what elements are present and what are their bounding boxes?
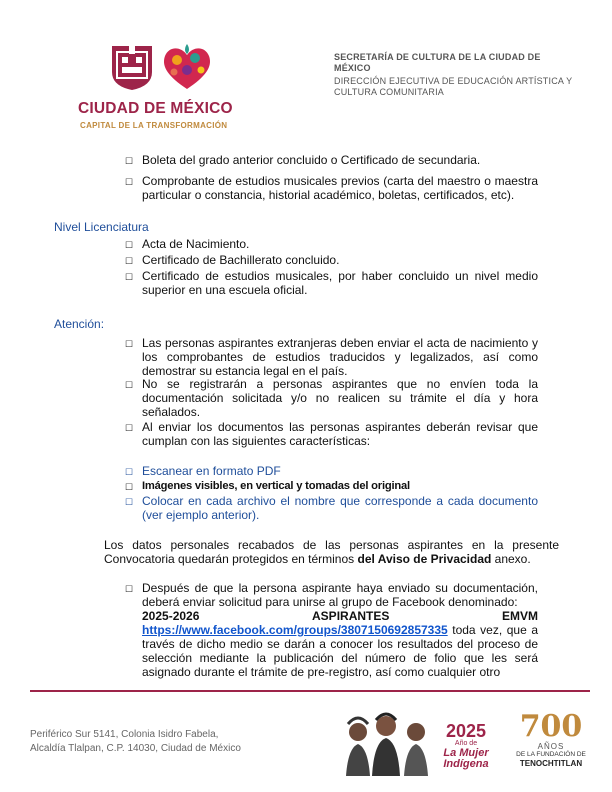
section-heading-licenciatura: Nivel Licenciatura <box>54 220 149 234</box>
list-item: Acta de Nacimiento. <box>142 237 250 251</box>
tenochtitlan-anniversary-emblem: 700 AÑOS DE LA FUNDACIÓN DE TENOCHTITLAN <box>508 712 594 768</box>
list-item: Comprobante de estudios musicales previos (carta del maestro o maestra particular o constancia, historial académico, boletas, certificados, etc). <box>142 174 538 202</box>
anniversary-number: 700 <box>519 709 583 744</box>
checkbox-icon: ☐ <box>125 156 134 166</box>
cdmx-shield-logo <box>108 42 156 92</box>
brand-title: CIUDAD DE MÉXICO <box>78 100 233 117</box>
mujer-indigena-emblem: 2025 Año de La Mujer Indígena <box>443 721 489 770</box>
privacy-paragraph: Los datos personales recabados de las personas aspirantes en la presente Convocatoria quedarán protegidos en términos del Aviso de Privacidad anexo. <box>104 538 559 566</box>
checkbox-icon: ☐ <box>125 584 134 594</box>
checkbox-icon: ☐ <box>125 380 134 390</box>
brand-subtitle: CAPITAL DE LA TRANSFORMACIÓN <box>80 121 228 130</box>
footer-divider <box>30 690 590 692</box>
checkbox-icon: ☐ <box>125 482 134 492</box>
list-item: Al enviar los documentos las personas aspirantes deberán revisar que cumplan con las siguientes características: <box>142 420 538 448</box>
checkbox-icon: ☐ <box>125 177 134 187</box>
checkbox-icon: ☐ <box>125 256 134 266</box>
checkbox-icon: ☐ <box>125 497 134 507</box>
list-item: Certificado de Bachillerato concluido. <box>142 253 340 267</box>
facebook-group-link[interactable]: https://www.facebook.com/groups/3807150692857335 <box>142 623 448 637</box>
footer-address: Periférico Sur 5141, Colonia Isidro Fabela, Alcaldía Tlalpan, C.P. 14030, Ciudad de México <box>30 729 241 754</box>
sub-list-item: Colocar en cada archivo el nombre que corresponde a cada documento (ver ejemplo anterior). <box>142 494 538 522</box>
list-item: Las personas aspirantes extranjeras deben enviar el acta de nacimiento y los comprobantes de estudios traducidos y legalizados, así como demostrar su estancia legal en el país. <box>142 336 538 378</box>
sub-list-item: Imágenes visibles, en vertical y tomadas del original <box>142 480 410 492</box>
indigenous-women-illustration <box>340 710 440 776</box>
list-item: Boleta del grado anterior concluido o Certificado de secundaria. <box>142 153 481 167</box>
secretaria-heading: SECRETARÍA DE CULTURA DE LA CIUDAD DE MÉXICO <box>334 52 541 73</box>
section-heading-atencion: Atención: <box>54 317 105 331</box>
direccion-heading: DIRECCIÓN EJECUTIVA DE EDUCACIÓN ARTÍSTICA Y CULTURA COMUNITARIA <box>334 76 573 97</box>
checkbox-icon: ☐ <box>125 423 134 433</box>
checkbox-icon: ☐ <box>125 240 134 250</box>
sub-list-item: Escanear en formato PDF <box>142 464 281 478</box>
checkbox-icon: ☐ <box>125 272 134 282</box>
heart-emblem-logo <box>157 42 217 92</box>
checkbox-icon: ☐ <box>125 467 134 477</box>
checkbox-icon: ☐ <box>125 339 134 349</box>
facebook-group-name: 2025-2026 ASPIRANTES EMVM <box>142 609 538 623</box>
list-item: Certificado de estudios musicales, por haber concluido un nivel medio superior en una escuela oficial. <box>142 269 538 297</box>
list-item: No se registrarán a personas aspirantes que no envíen toda la documentación solicitada y/o no realicen su trámite el día y hora señalados. <box>142 377 538 419</box>
facebook-paragraph: Después de que la persona aspirante haya enviado su documentación, deberá enviar solicitud para unirse al grupo de Facebook denominado: 2025-2026 ASPIRANTES EMVM https://www.facebook.com/groups/3807150692857335 toda vez, que a través de dicho medio se darán a conocer los resultados del proceso de selección mediante la publicación del número de folio que les será asignado durante el trámite de pre-registro, así como cualquier otro <box>142 581 538 679</box>
